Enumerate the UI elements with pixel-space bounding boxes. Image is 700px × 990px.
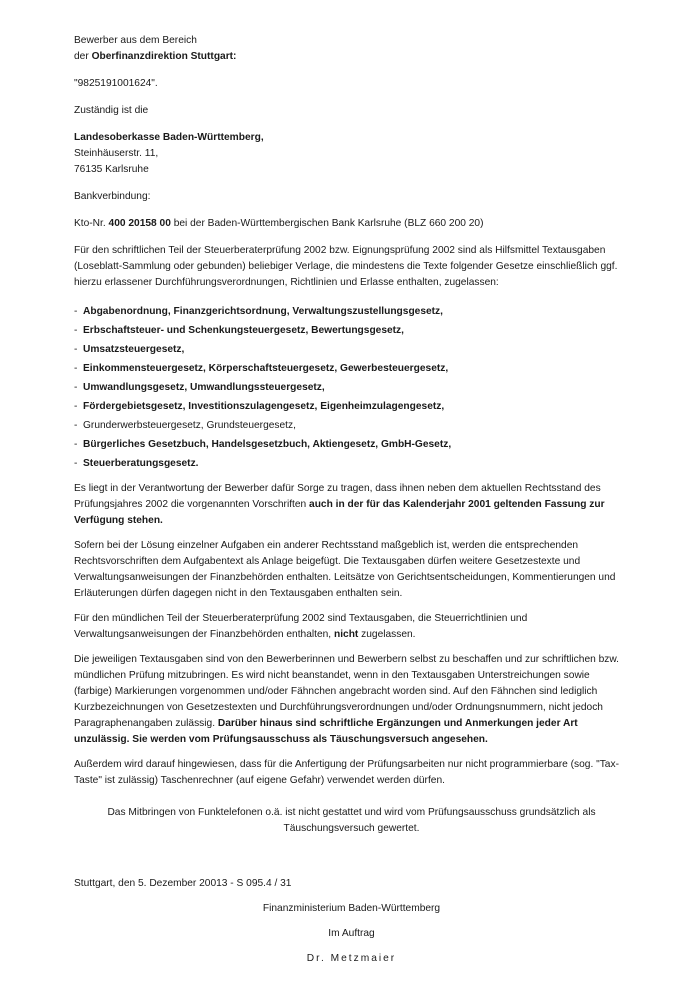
ministry-name: Finanzministerium Baden-Württemberg — [262, 903, 441, 914]
intro-line-1: Bewerber aus dem Bereich — [74, 35, 197, 46]
law-list-item — [74, 418, 629, 434]
law-text: Einkommensteuergesetz, Körperschaftsteuergesetz, Gewerbesteuergesetz, — [83, 363, 449, 374]
document-page — [74, 33, 629, 967]
intro-line-2: der Oberfinanzdirektion Stuttgart: — [74, 51, 237, 62]
law-list-item — [74, 361, 629, 377]
bank-label: Bankverbindung: — [74, 191, 151, 202]
on-behalf: Im Auftrag — [328, 928, 375, 939]
paragraph-bring-texts: Die jeweiligen Textausgaben sind von den Bewerberinnen und Bewerbern selbst zu beschaffen und zur schriftlichen bzw. mündlichen Prüfung mitzubringen. Es wird nicht beanstandet, wenn in den Textausgaben Unterstreichungen sowie (farbige) Markierungen vorgenommen und/oder Fähnchen angebracht worden sind. Auf den Fähnchen sind lediglich Kurzbezeichnungen von Gesetzestexten und Durchführungsverordnungen und/oder Ordnungsnummern, nicht jedoch Paragraphenangaben zulässig. Darüber hinaus sind schriftliche Ergänzungen und Anmerkungen jeder Art unzulässig. Sie werden vom Prüfungsausschuss als Täuschungsversuch angesehen. — [74, 654, 619, 745]
paragraph-written-exam: Für den schriftlichen Teil der Steuerberaterprüfung 2002 bzw. Eignungsprüfung 2002 sind als Hilfsmittel Textausgaben (Loseblatt-Sammlung oder gebunden) beliebiger Verlage, die mindestens die Texte folgender Gesetze einschließlich ggf. hierzu erlassener Durchführungsverordnungen, Richtlinien und Erlasse enthalten, zugelassen: — [74, 245, 618, 288]
law-text: Umwandlungsgesetz, Umwandlungssteuergesetz, — [83, 382, 325, 393]
law-list-item — [74, 304, 629, 320]
bullet-dash: - — [74, 420, 78, 431]
phone-notice: Das Mitbringen von Funktelefonen o.ä. ist nicht gestattet und wird vom Prüfungsausschuss grundsätzlich als Täuschungsversuch gewertet. — [107, 807, 596, 834]
paragraph-other-law: Sofern bei der Lösung einzelner Aufgaben ein anderer Rechtsstand maßgeblich ist, werden die entsprechenden Rechtsvorschriften dem Aufgabentext als Anlage beigefügt. Die Textausgaben dürfen weitere Gesetzestexte und Verwaltungsanweisungen der Finanzbehörden enthalten. Leitsätze von Gerichtsentscheidungen, Kommentierungen und Erläuterungen dürfen dagegen nicht in den Textausgaben enthalten sein. — [74, 540, 616, 599]
law-text: Fördergebietsgesetz, Investitionszulagengesetz, Eigenheimzulagengesetz, — [83, 401, 445, 412]
law-list-item — [74, 456, 629, 472]
bullet-dash: - — [74, 325, 78, 336]
address-street: Steinhäuserstr. 11, — [74, 148, 159, 159]
law-text: Umsatzsteuergesetz, — [83, 344, 185, 355]
law-list-item — [74, 323, 629, 339]
address-block — [74, 130, 629, 178]
bullet-dash: - — [74, 382, 78, 393]
responsible-label: Zuständig ist die — [74, 105, 149, 116]
paragraph-calculator: Außerdem wird darauf hingewiesen, dass für die Anfertigung der Prüfungsarbeiten nur nicht programmierbare (sog. "Tax-Taste" ist zulässig) Taschenrechner (auf eigene Gefahr) verwendet werden dürfen. — [74, 759, 619, 786]
law-text: Bürgerliches Gesetzbuch, Handelsgesetzbuch, Aktiengesetz, GmbH-Gesetz, — [83, 439, 452, 450]
place-date: Stuttgart, den 5. Dezember 20013 - S 095.4 / 31 — [74, 878, 292, 889]
law-list-item — [74, 342, 629, 358]
tax-office-name: Oberfinanzdirektion Stuttgart: — [91, 51, 237, 62]
law-list-item — [74, 380, 629, 396]
law-text: Grunderwerbsteuergesetz, Grundsteuergesetz, — [83, 420, 296, 431]
bullet-dash: - — [74, 401, 78, 412]
laws-list — [74, 304, 629, 472]
address-name: Landesoberkasse Baden-Württemberg, — [74, 132, 264, 143]
address-city: 76135 Karlsruhe — [74, 164, 149, 175]
bullet-dash: - — [74, 458, 78, 469]
law-text: Erbschaftsteuer- und Schenkungsteuergesetz, Bewertungsgesetz, — [83, 325, 404, 336]
bank-account-number: 400 20158 00 — [108, 218, 171, 229]
paragraph-oral-exam: Für den mündlichen Teil der Steuerberaterprüfung 2002 sind Textausgaben, die Steuerrichtlinien und Verwaltungsanweisungen der Finanzbehörden enthalten, nicht zugelassen. — [74, 613, 528, 640]
paragraph-responsibility: Es liegt in der Verantwortung der Bewerber dafür Sorge zu tragen, dass ihnen neben dem aktuellen Rechtsstand des Prüfungsjahres 2002 die vorgenannten Vorschriften auch in der für das Kalenderjahr 2001 geltenden Fassung zur Verfügung stehen. — [74, 483, 605, 526]
bullet-dash: - — [74, 344, 78, 355]
bullet-dash: - — [74, 306, 78, 317]
law-text: Steuerberatungsgesetz. — [83, 458, 199, 469]
bullet-dash: - — [74, 439, 78, 450]
law-text: Abgabenordnung, Finanzgerichtsordnung, Verwaltungszustellungsgesetz, — [83, 306, 443, 317]
signature: Dr. Metzmaier — [306, 953, 397, 964]
bank-details: Kto-Nr. 400 20158 00 bei der Baden-Württembergischen Bank Karlsruhe (BLZ 660 200 20) — [74, 218, 484, 229]
law-list-item — [74, 399, 629, 415]
reference-code: "9825191001624". — [74, 78, 158, 89]
law-list-item — [74, 437, 629, 453]
bullet-dash: - — [74, 363, 78, 374]
